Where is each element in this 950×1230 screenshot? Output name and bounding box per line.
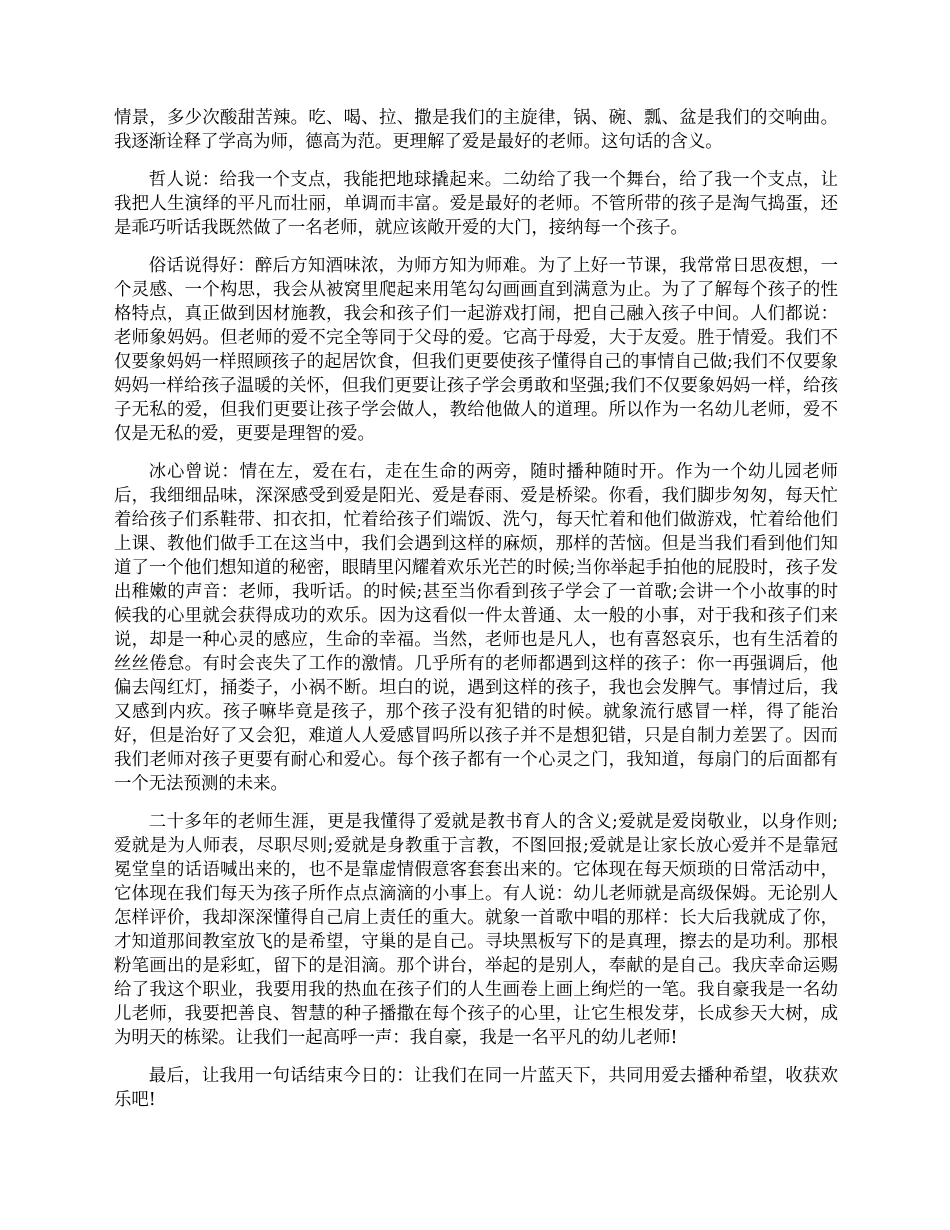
paragraph-3: 俗话说得好：醉后方知酒味浓，为师方知为师难。为了上好一节课，我常常日思夜想，一个灵感、一个构思，我会从被窝里爬起来用笔勾勾画画直到满意为止。为了了解每个孩子的性格特点，真正做到因材施教，我会和孩子们一起游戏打闹，把自己融入孩子中间。人们都说：老师象妈妈。但老师的爱不完全等同于父母的爱。它高于母爱，大于友爱。胜于情爱。我们不仅要象妈妈一样照顾孩子的起居饮食，但我们更要使孩子懂得自己的事情自己做;我们不仅要象妈妈一样给孩子温暖的关怀，但我们更要让孩子学会勇敢和坚强;我们不仅要象妈妈一样，给孩子无私的爱，但我们更要让孩子学会做人，教给他做人的道理。所以作为一名幼儿老师，爱不仅是无私的爱，更要是理智的爱。 [114,256,838,444]
paragraph-1: 情景，多少次酸甜苦辣。吃、喝、拉、撒是我们的主旋律，锅、碗、瓢、盆是我们的交响曲。我逐渐诠释了学高为师，德高为范。更理解了爱是最好的老师。这句话的含义。 [114,108,838,152]
paragraph-5: 二十多年的老师生涯，更是我懂得了爱就是教书育人的含义;爱就是爱岗敬业，以身作则;爱就是为人师表，尽职尽则;爱就是身教重于言教，不图回报;爱就是让家长放心爱并不是靠冠冕堂皇的话语喊出来的，也不是靠虚情假意客套套出来的。它体现在每天烦琐的日常活动中，它体现在我们每天为孩子所作点点滴滴的小事上。有人说：幼儿老师就是高级保姆。无论别人怎样评价，我却深深懂得自己肩上责任的重大。就象一首歌中唱的那样：长大后我就成了你，才知道那间教室放飞的是希望，守巢的是自己。寻块黑板写下的是真理，擦去的是功利。那根粉笔画出的是彩虹，留下的是泪滴。那个讲台，举起的是别人，奉献的是自己。我庆幸命运赐给了我这个职业，我要用我的热血在孩子们的人生画卷上画上绚烂的一笔。我自豪我是一名幼儿老师，我要把善良、智慧的种子播撒在每个孩子的心里，让它生根发芽，长成参天大树，成为明天的栋梁。让我们一起高呼一声：我自豪，我是一名平凡的幼儿老师! [114,812,838,1048]
paragraph-6: 最后，让我用一句话结束今日的：让我们在同一片蓝天下，共同用爱去播种希望，收获欢乐吧! [114,1066,838,1110]
document-body [114,106,838,1126]
paragraph-2: 哲人说：给我一个支点，我能把地球撬起来。二幼给了我一个舞台，给了我一个支点，让我把人生演绎的平凡而壮丽，单调而丰富。爱是最好的老师。不管所带的孩子是淘气捣蛋，还是乖巧听话我既然做了一名老师，就应该敞开爱的大门，接纳每一个孩子。 [114,170,838,238]
paragraph-4: 冰心曾说：情在左，爱在右，走在生命的两旁，随时播种随时开。作为一个幼儿园老师后，我细细品味，深深感受到爱是阳光、爱是春雨、爱是桥梁。你看，我们脚步匆匆，每天忙着给孩子们系鞋带、扣衣扣，忙着给孩子们端饭、洗勺，每天忙着和他们做游戏，忙着给他们上课、教他们做手工在这当中，我们会遇到这样的麻烦，那样的苦恼。但是当我们看到他们知道了一个他们想知道的秘密，眼睛里闪耀着欢乐光芒的时候;当你举起手拍他的屁股时，孩子发出稚嫩的声音：老师，我听话。的时候;甚至当你看到孩子学会了一首歌;会讲一个小故事的时候我的心里就会获得成功的欢乐。因为这看似一件太普通、太一般的小事，对于我和孩子们来说，却是一种心灵的感应，生命的幸福。当然，老师也是凡人，也有喜怒哀乐，也有生活着的丝丝倦怠。有时会丧失了工作的激情。几乎所有的老师都遇到这样的孩子：你一再强调后，他偏去闯红灯，捅娄子，小祸不断。坦白的说，遇到这样的孩子，我也会发脾气。事情过后，我又感到内疚。孩子嘛毕竟是孩子，那个孩子没有犯错的时候。就象流行感冒一样，得了能治好，但是治好了又会犯，难道人人爱感冒吗所以孩子并不是想犯错，只是自制力差罢了。因而我们老师对孩子更要有耐心和爱心。每个孩子都有一个心灵之门，我知道，每扇门的后面都有一个无法预测的未来。 [114,462,838,794]
